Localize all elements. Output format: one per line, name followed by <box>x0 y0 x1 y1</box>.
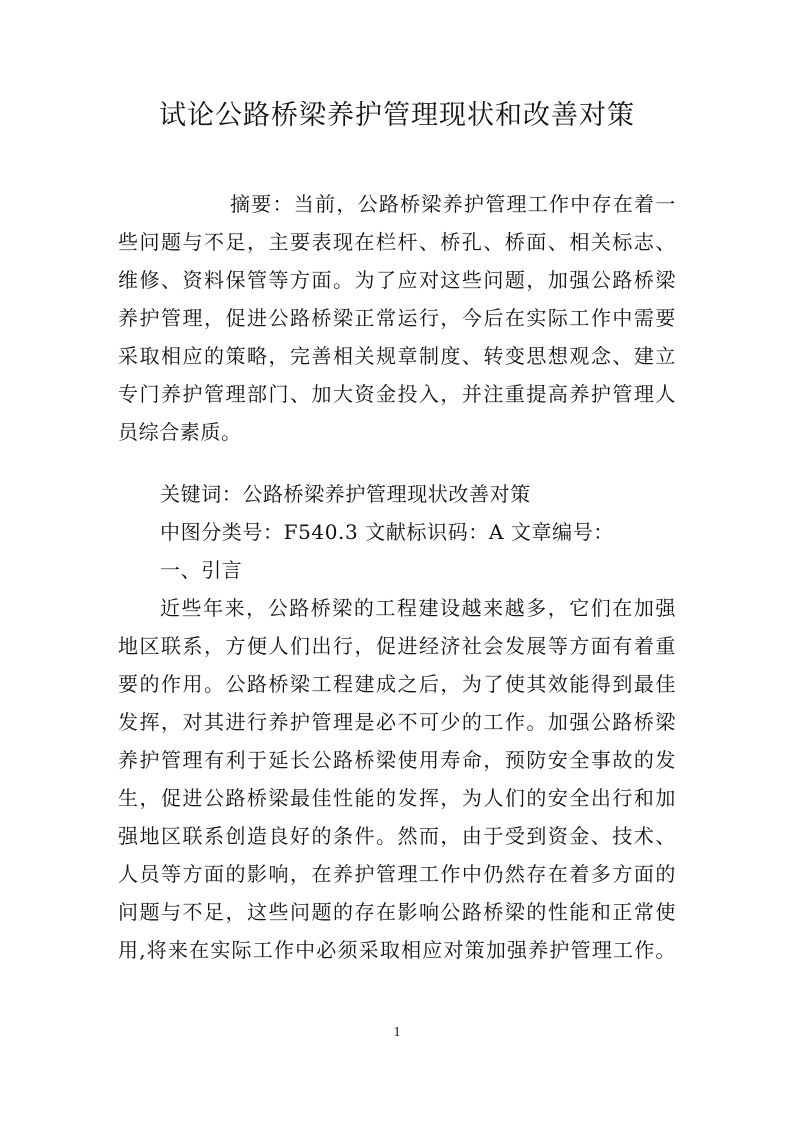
abstract-line: 维修、资料保管等方面。为了应对这些问题，加强公路桥梁 <box>118 268 676 292</box>
document-title: 试论公路桥梁养护管理现状和改善对策 <box>159 100 635 131</box>
intro-line: 生，促进公路桥梁最佳性能的发挥，为人们的安全出行和加 <box>118 786 676 810</box>
section-heading: 一、引言 <box>160 558 243 582</box>
intro-line: 地区联系，方便人们出行，促进经济社会发展等方面有着重 <box>118 634 676 658</box>
intro-line: 养护管理有利于延长公路桥梁使用寿命，预防安全事故的发 <box>118 748 676 772</box>
abstract-line: 养护管理，促进公路桥梁正常运行，今后在实际工作中需要 <box>118 306 676 330</box>
intro-line: 用,将来在实际工作中必须采取相应对策加强养护管理工作。 <box>118 938 676 962</box>
intro-line: 人员等方面的影响，在养护管理工作中仍然存在着多方面的 <box>118 862 676 886</box>
keywords-line: 关键词：公路桥梁养护管理现状改善对策 <box>160 482 531 506</box>
abstract-line: 摘要：当前，公路桥梁养护管理工作中存在着一 <box>230 192 676 216</box>
abstract-line: 专门养护管理部门、加大资金投入，并注重提高养护管理人 <box>118 382 676 406</box>
intro-line: 发挥，对其进行养护管理是必不可少的工作。加强公路桥梁 <box>118 710 676 734</box>
intro-line: 要的作用。公路桥梁工程建成之后，为了使其效能得到最佳 <box>118 672 676 696</box>
intro-line: 强地区联系创造良好的条件。然而，由于受到资金、技术、 <box>118 824 676 848</box>
classification-line: 中图分类号：F540.3 文献标识码：A 文章编号： <box>160 520 614 544</box>
abstract-line: 员综合素质。 <box>118 420 242 444</box>
intro-line: 问题与不足，这些问题的存在影响公路桥梁的性能和正常使 <box>118 900 676 924</box>
intro-line: 近些年来，公路桥梁的工程建设越来越多，它们在加强 <box>160 596 676 620</box>
abstract-line: 些问题与不足，主要表现在栏杆、桥孔、桥面、相关标志、 <box>118 230 676 254</box>
abstract-line: 采取相应的策略，完善相关规章制度、转变思想观念、建立 <box>118 344 676 368</box>
page-number: 1 <box>393 1025 401 1040</box>
